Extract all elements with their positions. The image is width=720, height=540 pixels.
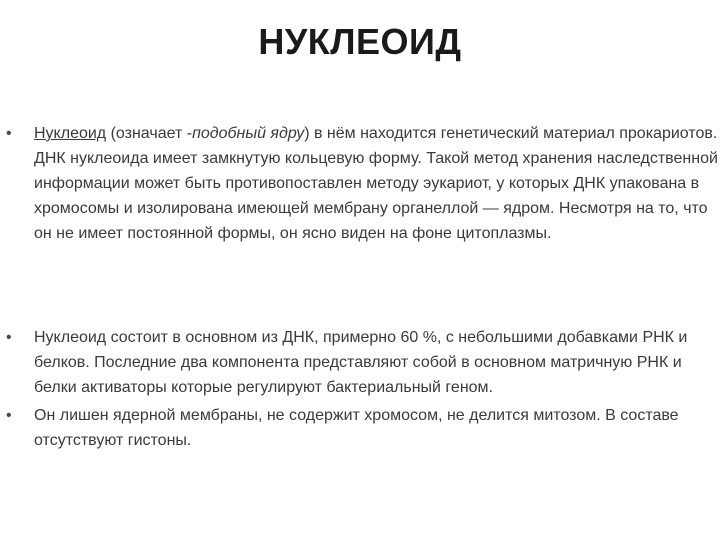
bullet-item-membrane	[6, 403, 720, 453]
slide-title: НУКЛЕОИД	[258, 21, 462, 62]
definition-italic: подобный ядру	[192, 125, 305, 142]
definition-body: ) в нём находится генетический материал прокариотов. ДНК нуклеоида имеет замкнутую кольцевую форму. Такой метод хранения наследственной информации может быть противопоставлен методу эукариот, у которых ДНК упакована в хромосомы и изолирована имеющей мембрану органеллой — ядром. Несмотря на то, что он не имеет постоянной формы, он ясно виден на фоне цитоплазмы.	[34, 125, 718, 242]
definition-prefix: (означает -	[106, 125, 193, 142]
bullet-dot-icon: •	[6, 329, 12, 346]
bullet-item-nucleoid-definition	[6, 121, 720, 246]
term-nucleoid: Нуклеоид	[34, 125, 107, 142]
bullet-dot-icon: •	[6, 407, 12, 424]
bullet-list-bottom	[6, 325, 720, 453]
membrane-text: Он лишен ядерной мембраны, не содержит хромосом, не делится митозом. В составе отсутствуют гистоны.	[34, 407, 679, 449]
composition-text: Нуклеоид состоит в основном из ДНК, примерно 60 %, с небольшими добавками РНК и белков. Последние два компонента представляют собой в основном матричную РНК и белки активаторы которые регулируют бактериальный геном.	[34, 329, 688, 396]
bullet-item-composition	[6, 325, 720, 400]
bullet-list-top	[6, 121, 720, 246]
bullet-dot-icon: •	[6, 125, 12, 142]
